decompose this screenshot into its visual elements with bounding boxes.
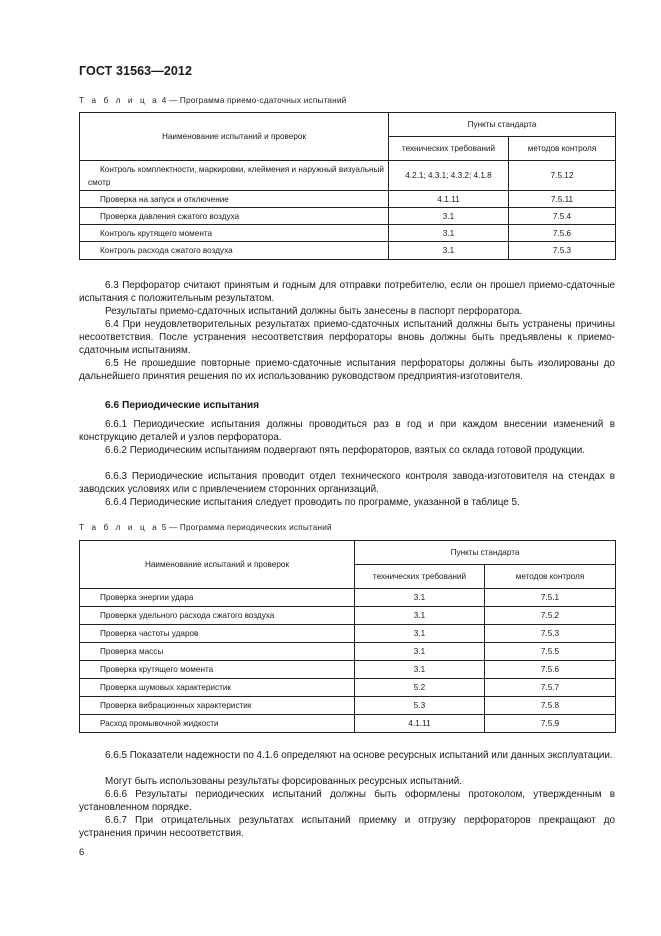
paragraph-6-6-6: 6.6.6 Результаты периодических испытаний должны быть оформлены протоколом, утвержденным в установленном порядке. [79,789,615,813]
test-name: Контроль расхода сжатого воздуха [80,242,389,260]
table-row [80,589,616,607]
requirement-ref: 4.1.11 [355,715,485,733]
page-number: 6 [79,847,85,858]
table-row [80,679,616,697]
table-row [80,208,616,225]
method-ref: 7.5.3 [509,242,616,260]
test-name: Проверка частоты ударов [80,625,355,643]
requirement-ref: 3.1 [355,607,485,625]
method-ref: 7.5.3 [485,625,616,643]
table-row [80,697,616,715]
table-row [80,607,616,625]
requirement-ref: 3.1 [355,625,485,643]
test-name: Проверка вибрационных характеристик [80,697,355,715]
table-row [80,625,616,643]
method-ref: 7.5.5 [485,643,616,661]
test-name: Проверка давления сжатого воздуха [80,208,389,225]
document-header: ГОСТ 31563—2012 [79,64,193,78]
table-row [80,715,616,733]
test-name: Проверка энергии удара [80,589,355,607]
paragraph-6-5: 6.5 Не прошедшие повторные приемо-сдаточные испытания перфораторы должны быть изолированы до дальнейшего принятия решения по их использованию руководством предприятия-изготовителя. [79,358,615,382]
table-row [80,225,616,242]
table-title: 5 — Программа периодических испытаний [161,523,332,532]
requirement-ref: 4.2.1; 4.3.1; 4.3.2; 4.1.8 [389,161,509,191]
requirement-ref: 5.3 [355,697,485,715]
method-ref: 7.5.12 [509,161,616,191]
column-header-group: Пункты стандарта [355,541,616,565]
table-label: Т а б л и ц а [79,523,160,532]
requirement-ref: 3.1 [389,208,509,225]
test-name: Проверка массы [80,643,355,661]
test-name: Проверка удельного расхода сжатого воздуха [80,607,355,625]
section-6-6-title: 6.6 Периодические испытания [105,400,260,411]
column-header-requirements: технических требований [355,565,485,589]
column-header-methods: методов контроля [485,565,616,589]
periodic-test-table [79,540,616,733]
requirement-ref: 3.1 [389,242,509,260]
test-name: Расход промывочной жидкости [80,715,355,733]
requirement-ref: 3.1 [355,589,485,607]
method-ref: 7.5.7 [485,679,616,697]
paragraph-6-4: 6.4 При неудовлетворительных результатах приемо-сдаточных испытаний должны быть устранены причины несоответствия. После устранения несоответствия перфораторы вновь должны быть предъявлены к приемо-сдаточным испытаниям. [79,319,615,356]
column-header-requirements: технических требований [389,137,509,161]
method-ref: 7.5.11 [509,191,616,208]
column-header-methods: методов контроля [509,137,616,161]
table-label: Т а б л и ц а [79,96,160,105]
paragraph-6-6-5-note: Могут быть использованы результаты форсированных ресурсных испытаний. [105,776,463,787]
requirement-ref: 3.1 [355,661,485,679]
method-ref: 7.5.8 [485,697,616,715]
column-header-name: Наименование испытаний и проверок [80,113,389,161]
table-5-caption [79,523,332,532]
test-name: Проверка на запуск и отключение [80,191,389,208]
method-ref: 7.5.1 [485,589,616,607]
method-ref: 7.5.2 [485,607,616,625]
paragraph-6-6-2: 6.6.2 Периодическим испытаниям подвергают пять перфораторов, взятых со склада готовой продукции. [105,445,585,456]
paragraph-6-6-7: 6.6.7 При отрицательных результатах испытаний приемку и отгрузку перфораторов прекращают до устранения причин несоответствия. [79,815,615,839]
requirement-ref: 4.1.11 [389,191,509,208]
requirement-ref: 3.1 [355,643,485,661]
column-header-group: Пункты стандарта [389,113,616,137]
paragraph-6-6-4: 6.6.4 Периодические испытания следует проводить по программе, указанной в таблице 5. [105,497,520,508]
table-row [80,161,616,191]
method-ref: 7.5.9 [485,715,616,733]
method-ref: 7.5.6 [485,661,616,679]
paragraph-6-3-results: Результаты приемо-сдаточных испытаний должны быть занесены в паспорт перфоратора. [105,306,523,317]
test-name: Контроль комплектности, маркировки, клеймения и наружный визуальный смотр [80,161,389,191]
table-row [80,661,616,679]
table-row [80,191,616,208]
column-header-name: Наименование испытаний и проверок [80,541,355,589]
table-4-caption [79,96,346,105]
method-ref: 7.5.4 [509,208,616,225]
table-row [80,242,616,260]
requirement-ref: 3.1 [389,225,509,242]
paragraph-6-6-1: 6.6.1 Периодические испытания должны проводиться раз в год и при каждом внесении изменений в конструкцию деталей и узлов перфоратора. [79,419,615,443]
acceptance-test-table [79,112,616,260]
test-name: Проверка шумовых характеристик [80,679,355,697]
table-title: 4 — Программа приемо-сдаточных испытаний [161,96,347,105]
requirement-ref: 5.2 [355,679,485,697]
paragraph-6-3: 6.3 Перфоратор считают принятым и годным для отправки потребителю, если он прошел приемо-сдаточные испытания с положительным результатом. [79,280,615,304]
method-ref: 7.5.6 [509,225,616,242]
paragraph-6-6-5: 6.6.5 Показатели надежности по 4.1.6 определяют на основе ресурсных испытаний или данных эксплуатации. [105,750,613,761]
test-name: Проверка крутящего момента [80,661,355,679]
table-row [80,643,616,661]
paragraph-6-6-3: 6.6.3 Периодические испытания проводит отдел технического контроля завода-изготовителя на стендах в заводских условиях или с привлечением сторонних организаций. [79,471,615,495]
test-name: Контроль крутящего момента [80,225,389,242]
